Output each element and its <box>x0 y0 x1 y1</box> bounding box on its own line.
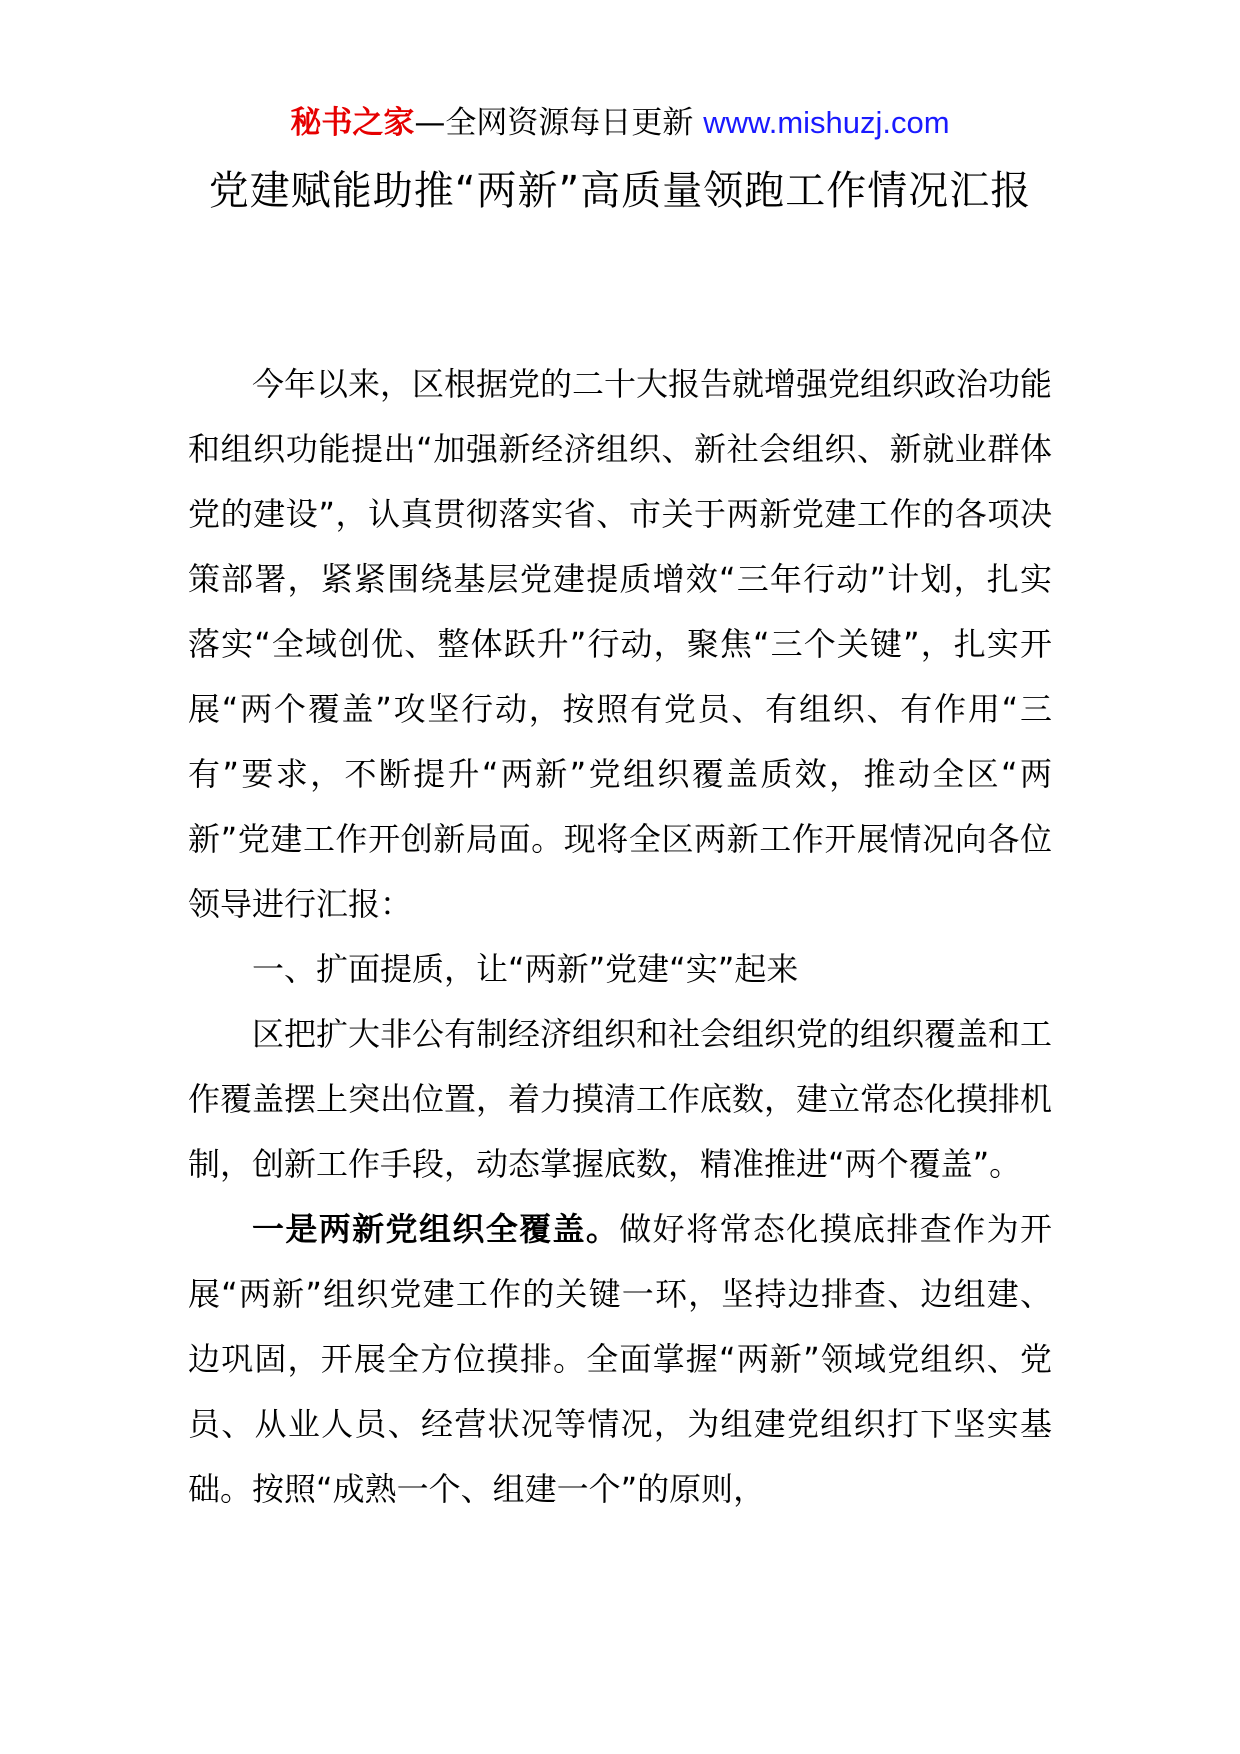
point-body: 做好将常态化摸底排查作为开展“两新”组织党建工作的关键一环，坚持边排查、边组建、边巩固，开展全方位摸排。全面掌握“两新”领域党组织、党员、从业人员、经营状况等情况，为组建党组织打下坚实基础。按照“成熟一个、组建一个”的原则， <box>188 1210 1052 1508</box>
document-title: 党建赋能助推“两新”高质量领跑工作情况汇报 <box>208 168 1032 214</box>
site-url-link[interactable]: www.mishuzj.com <box>703 105 950 140</box>
site-header <box>0 100 1240 146</box>
section-paragraph: 区把扩大非公有制经济组织和社会组织党的组织覆盖和工作覆盖摆上突出位置，着力摸清工作底数，建立常态化摸排机制，创新工作手段，动态掌握底数，精准推进“两个覆盖”。 <box>188 1015 1053 1183</box>
site-name: 秘书之家 <box>290 105 415 141</box>
site-tagline: —全网资源每日更新 <box>414 105 694 141</box>
point-lead: 一是两新党组织全覆盖。 <box>252 1210 620 1248</box>
point-paragraph <box>188 1197 1052 1522</box>
document-body <box>188 352 1052 1522</box>
section-heading-text: 一、扩面提质，让“两新”党建“实”起来 <box>252 950 799 988</box>
intro-paragraph: 今年以来，区根据党的二十大报告就增强党组织政治功能和组织功能提出“加强新经济组织、新社会组织、新就业群体党的建设”，认真贯彻落实省、市关于两新党建工作的各项决策部署，紧紧围绕基层党建提质增效“三年行动”计划，扎实落实“全域创优、整体跃升”行动，聚焦“三个关键”，扎实开展“两个覆盖”攻坚行动，按照有党员、有组织、有作用“三有”要求，不断提升“两新”党组织覆盖质效，推动全区“两新”党建工作开创新局面。现将全区两新工作开展情况向各位领导进行汇报： <box>188 365 1053 923</box>
section-heading <box>188 937 1052 1002</box>
